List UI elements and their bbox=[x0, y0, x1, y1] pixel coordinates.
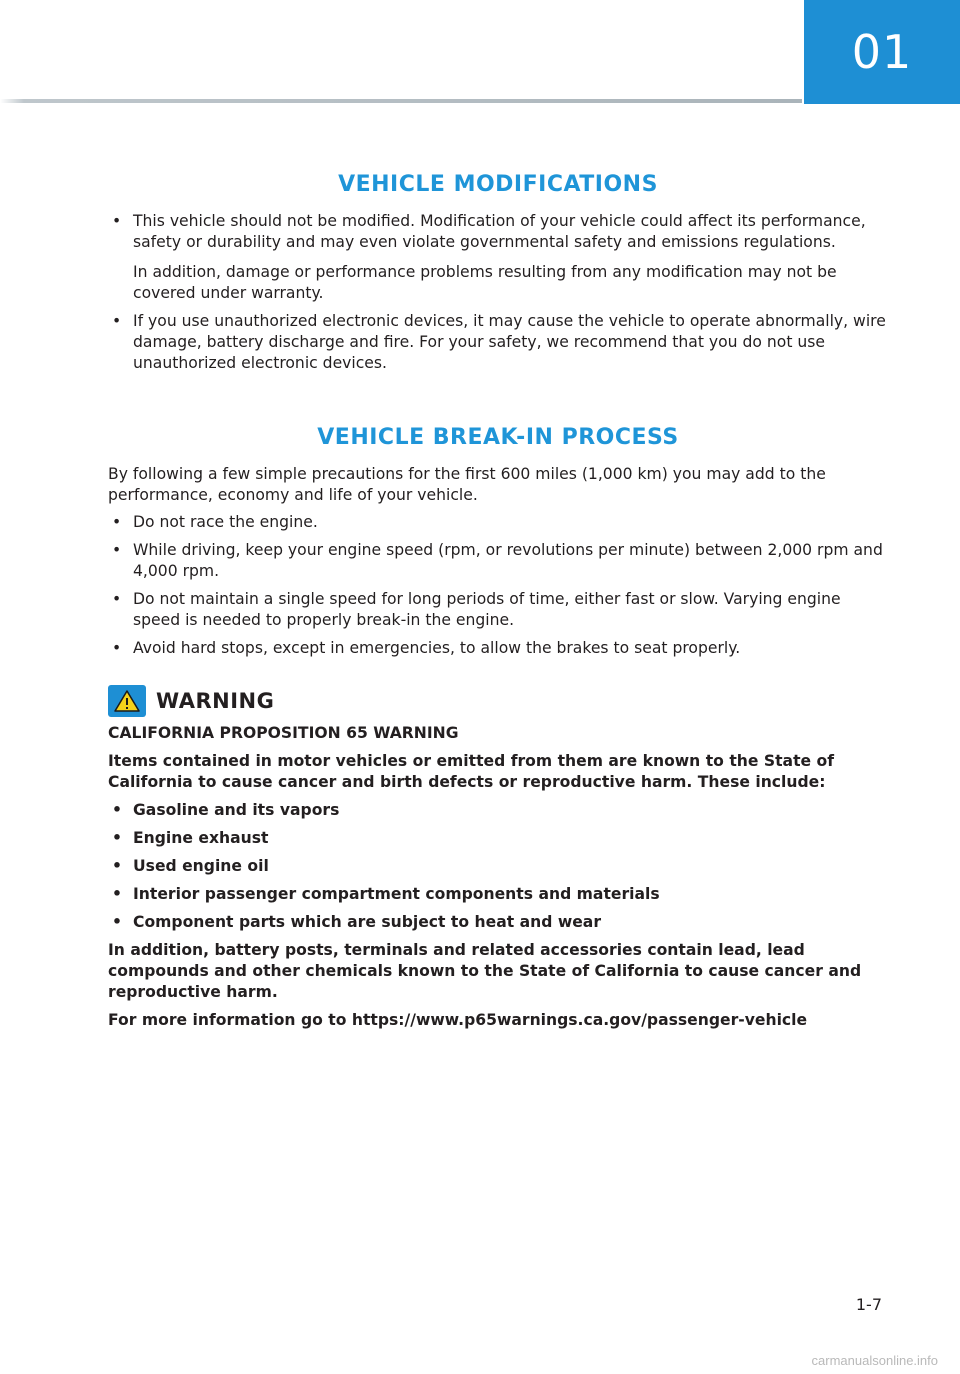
list-item: • If you use unauthorized electronic devices, it may cause the vehicle to operate abnormally, wire damage, battery discharge and fire. For your safety, we recommend that you do not use unauthorized electronic devices. bbox=[108, 311, 888, 374]
warning-triangle-icon bbox=[108, 685, 146, 717]
warning-title: WARNING bbox=[156, 689, 275, 713]
warning-header bbox=[108, 685, 888, 717]
bullet-list bbox=[108, 512, 888, 659]
warning-more-info: For more information go to https://www.p65warnings.ca.gov/passenger-vehicle bbox=[108, 1011, 808, 1029]
warning-closing: In addition, battery posts, terminals and related accessories contain lead, lead compounds and other chemicals known to the State of California to cause cancer and reproductive harm. bbox=[108, 941, 862, 1001]
section-vehicle-modifications bbox=[108, 172, 888, 374]
chapter-tab: 01 bbox=[804, 0, 960, 104]
section-title: VEHICLE BREAK-IN PROCESS bbox=[317, 425, 679, 450]
intro-paragraph: By following a few simple precautions for the first 600 miles (1,000 km) you may add to the performance, economy and life of your vehicle. bbox=[108, 465, 826, 504]
list-item: • Interior passenger compartment components and materials bbox=[108, 884, 888, 905]
list-item-text: This vehicle should not be modified. Modification of your vehicle could affect its performance, safety or durability and may even violate governmental safety and emissions regulations. bbox=[133, 212, 866, 251]
warning-intro: Items contained in motor vehicles or emitted from them are known to the State of California to cause cancer and birth defects or reproductive harm. These include: bbox=[108, 752, 835, 791]
list-item: • While driving, keep your engine speed (rpm, or revolutions per minute) between 2,000 rpm and 4,000 rpm. bbox=[108, 540, 888, 582]
page-number: 1-7 bbox=[855, 1295, 882, 1314]
warning-list bbox=[108, 800, 888, 933]
section-break-in-process bbox=[108, 425, 888, 659]
warning-box bbox=[108, 685, 888, 1031]
list-item: • Used engine oil bbox=[108, 856, 888, 877]
section-title: VEHICLE MODIFICATIONS bbox=[338, 172, 658, 197]
header-rule bbox=[0, 99, 802, 103]
list-item bbox=[108, 211, 888, 304]
list-item: • Component parts which are subject to heat and wear bbox=[108, 912, 888, 933]
page-content bbox=[108, 172, 888, 1038]
list-item: • Gasoline and its vapors bbox=[108, 800, 888, 821]
list-item-subparagraph: In addition, damage or performance problems resulting from any modification may not be covered under warranty. bbox=[133, 263, 837, 302]
list-item: • Avoid hard stops, except in emergencies, to allow the brakes to seat properly. bbox=[108, 638, 888, 659]
list-item: • Engine exhaust bbox=[108, 828, 888, 849]
bullet-list bbox=[108, 211, 888, 374]
warning-subtitle: CALIFORNIA PROPOSITION 65 WARNING bbox=[108, 724, 459, 742]
list-item: • Do not race the engine. bbox=[108, 512, 888, 533]
watermark: carmanualsonline.info bbox=[811, 1353, 938, 1368]
list-item: • Do not maintain a single speed for long periods of time, either fast or slow. Varying engine speed is needed to properly break-in the engine. bbox=[108, 589, 888, 631]
